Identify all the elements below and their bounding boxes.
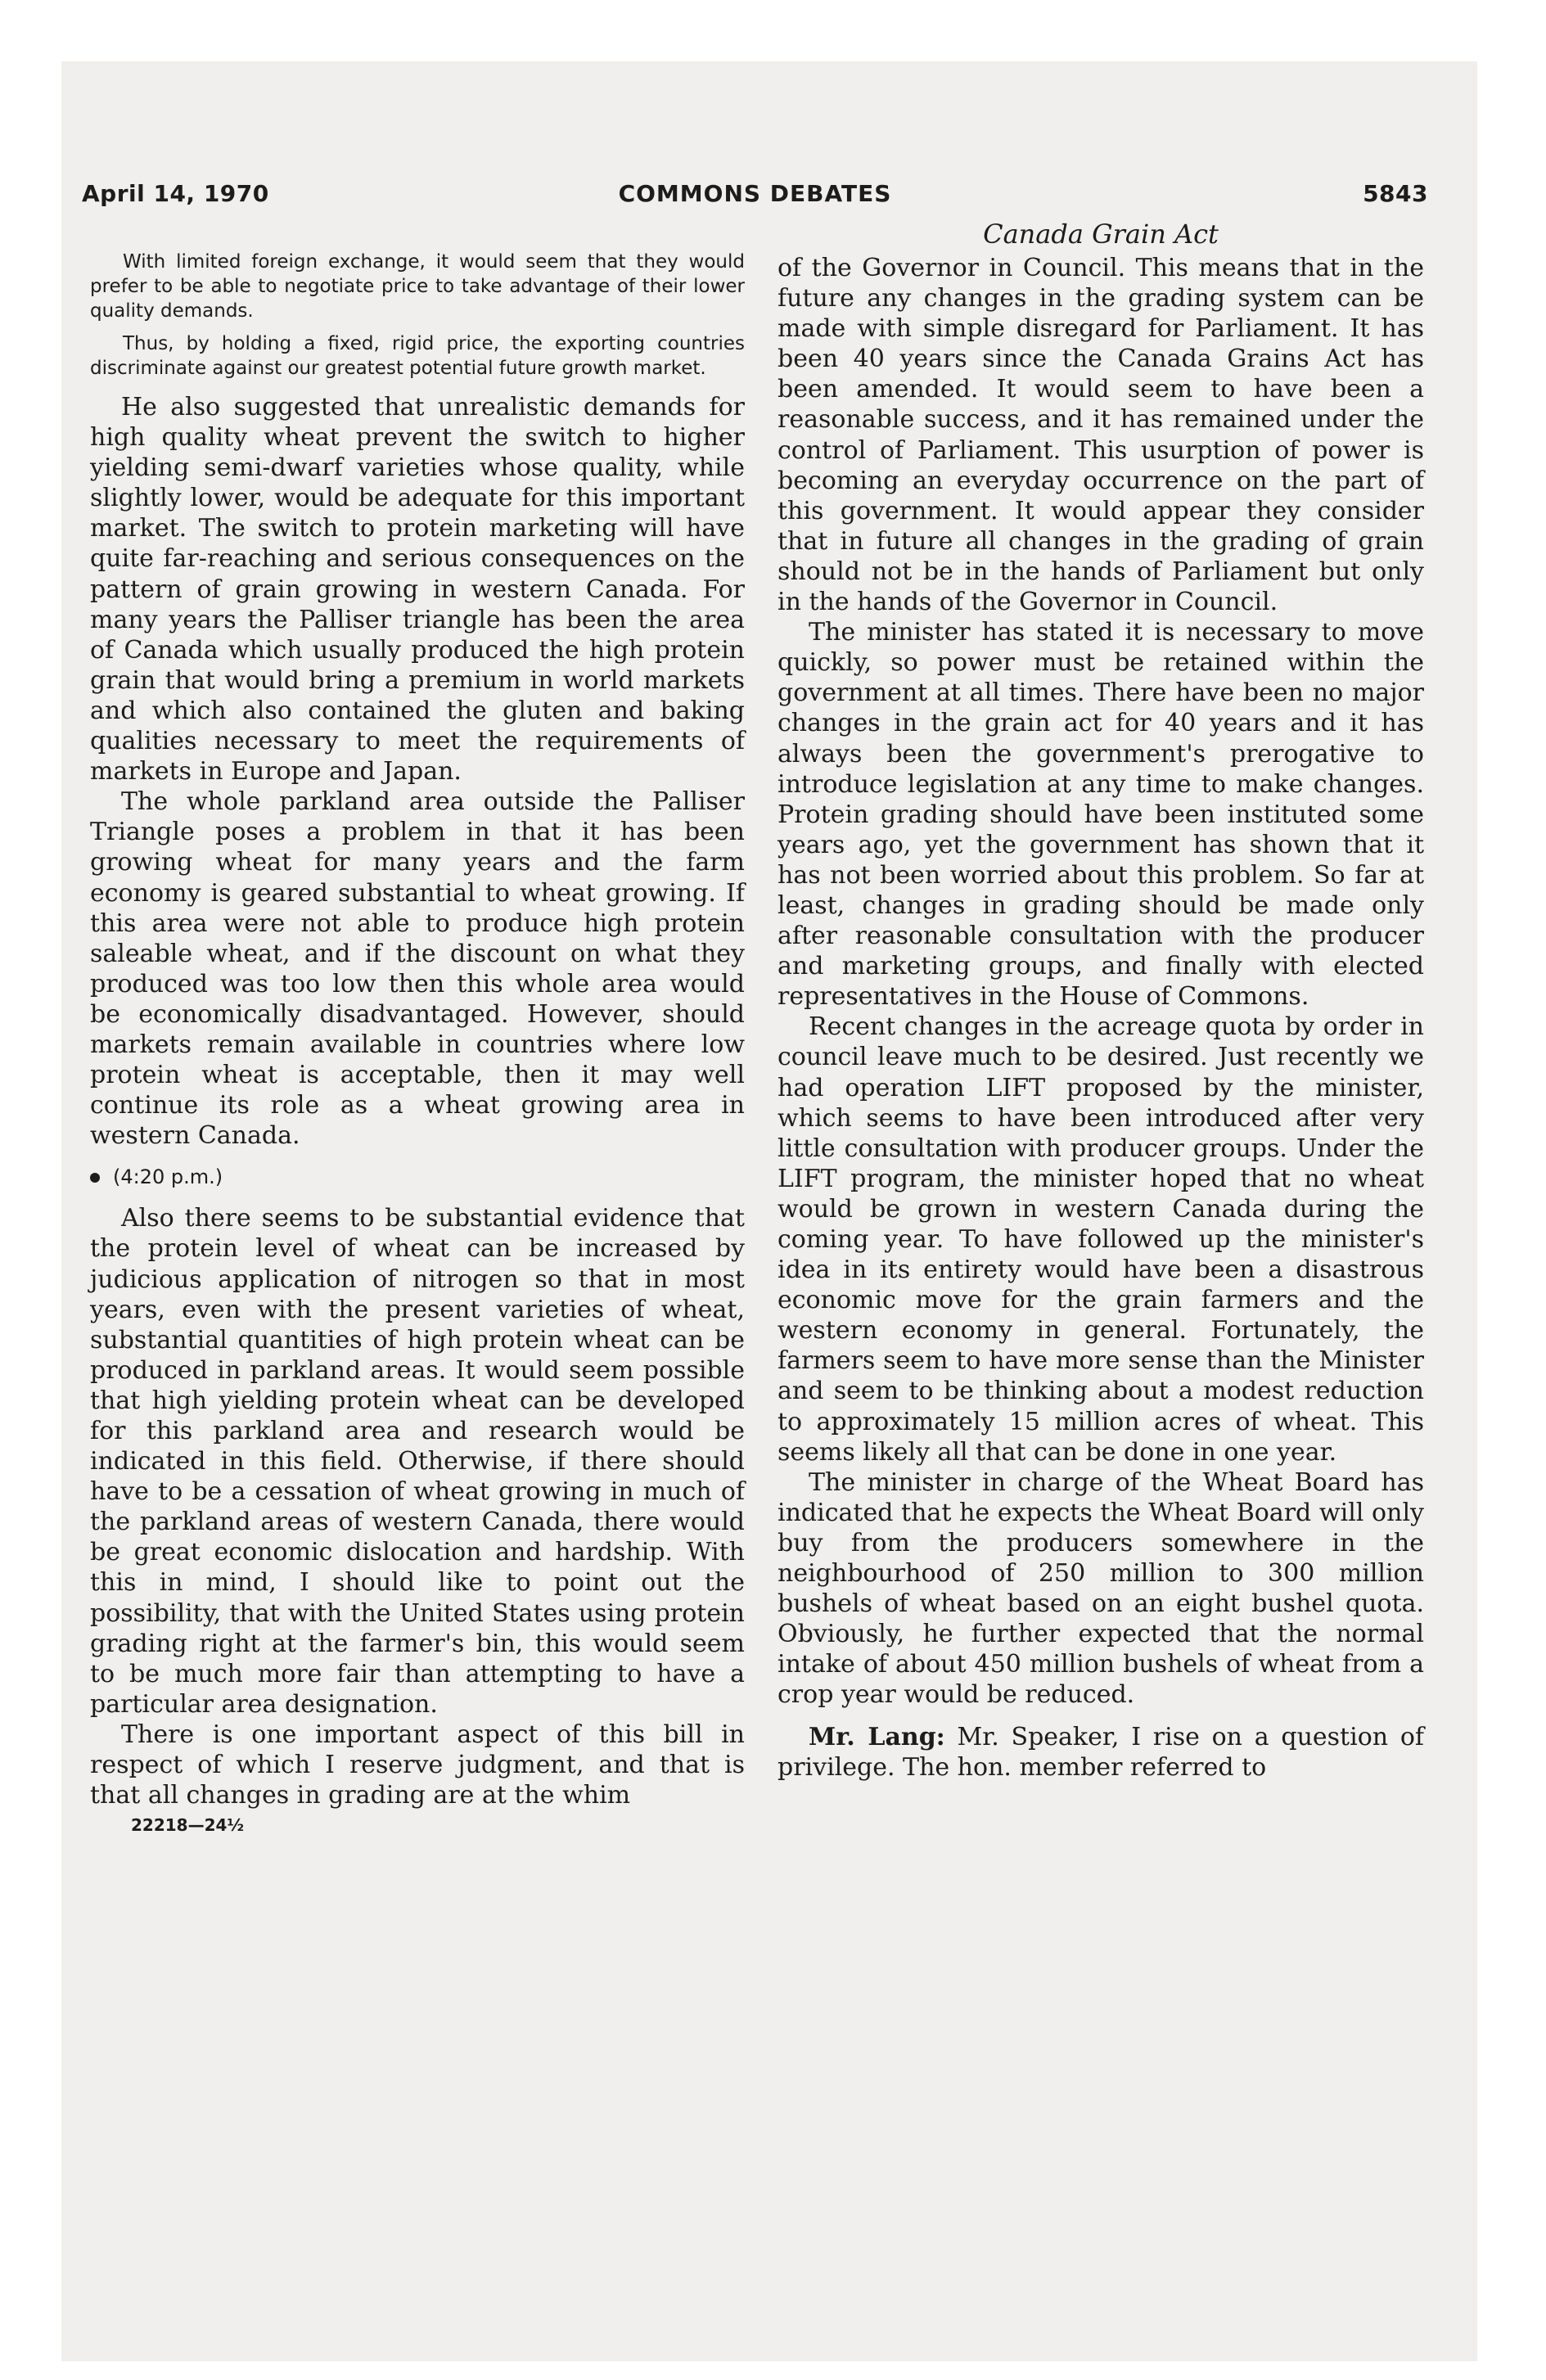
speaker-name: Mr. Lang: [809, 1722, 945, 1751]
running-head: Canada Grain Act [983, 219, 1219, 250]
body-paragraph: of the Governor in Council. This means that in the future any changes in the grading system can be made with simple disregard for Parliament. It has been 40 years since the Canada Grains Act has been amended. It would seem to have been a reasonable success, and it has remained under the control of Parliament. This usurption of power is becoming an everyday occurrence on the part of this government. It would appear they consider that in future all changes in the grading of grain should not be in the hands of Parliament but only in the hands of the Governor in Council. [778, 254, 1424, 617]
body-paragraph: The whole parkland area outside the Palliser Triangle poses a problem in that it has been growing wheat for many years and the farm economy is geared substantial to wheat growing. If this area were not able to produce high protein saleable wheat, and if the discount on what they produced was too low then this whole area would be economically disadvantaged. However, should markets remain available in countries where low protein wheat is acceptable, then it may well continue its role as a wheat growing area in western Canada. [90, 787, 745, 1151]
header-date: April 14, 1970 [82, 180, 269, 207]
body-paragraph: He also suggested that unrealistic demands for high quality wheat prevent the switch to higher yielding semi-dwarf varieties whose quality, while slightly lower, would be adequate for this important market. The switch to protein marketing will have quite far-reaching and serious consequences on the pattern of grain growing in western Canada. For many years the Palliser triangle has been the area of Canada which usually produced the high protein grain that would bring a premium in world markets and which also contained the gluten and baking qualities necessary to meet the requirements of markets in Europe and Japan. [90, 393, 745, 787]
page-header [82, 180, 1428, 213]
body-paragraph: The minister in charge of the Wheat Board has indicated that he expects the Wheat Board will only buy from the producers somewhere in the neighbourhood of 250 million to 300 million bushels of wheat based on an eight bushel quota. Obviously, he further expected that the normal intake of about 450 million bushels of wheat from a crop year would be reduced. [778, 1467, 1424, 1710]
right-body [778, 253, 1424, 1783]
time-marker [90, 1165, 745, 1188]
quote-paragraph: Thus, by holding a fixed, rigid price, the exporting countries discriminate against our greatest potential future growth market. [90, 333, 745, 379]
quote-paragraph: With limited foreign exchange, it would seem that they would prefer to be able to negotiate price to take advantage of their lower quality demands. [90, 251, 745, 322]
body-paragraph: Also there seems to be substantial evidence that the protein level of wheat can be increased by judicious application of nitrogen so that in most years, even with the present varieties of wheat, substantial quantities of high protein wheat can be produced in parkland areas. It would seem possible that high yielding protein wheat can be developed for this parkland area and research would be indicated in this field. Otherwise, if there should have to be a cessation of wheat growing in much of the parkland areas of western Canada, there would be great economic dislocation and hardship. With this in mind, I should like to point out the possibility, that with the United States using protein grading right at the farmer's bin, this would seem to be much more fair than attempting to have a particular area designation. [90, 1204, 745, 1719]
body-paragraph: There is one important aspect of this bill in respect of which I reserve judgment, and that is that all changes in grading are at the whim [90, 1720, 745, 1810]
left-body-continued [90, 1203, 745, 1810]
header-page-number: 5843 [1363, 180, 1428, 207]
bullet-icon [90, 1173, 100, 1183]
left-column [90, 250, 745, 1835]
header-title: COMMONS DEBATES [618, 180, 892, 207]
left-body [90, 392, 745, 1151]
footer-code: 22218—24½ [131, 1815, 245, 1836]
quoted-passage [90, 250, 745, 381]
right-column [778, 219, 1424, 1783]
body-paragraph: Recent changes in the acreage quota by order in council leave much to be desired. Just recently we had operation LIFT proposed by the minister, which seems to have been introduced after very little consultation with producer groups. Under the LIFT program, the minister hoped that no wheat would be grown in western Canada during the coming year. To have followed up the minister's idea in its entirety would have been a disastrous economic move for the grain farmers and the western economy in general. Fortunately, the farmers seem to have more sense than the Minister and seem to be thinking about a modest reduction to approximately 15 million acres of wheat. This seems likely all that can be done in one year. [778, 1012, 1424, 1467]
time-marker-text: (4:20 p.m.) [113, 1165, 223, 1189]
body-paragraph: The minister has stated it is necessary to move quickly, so power must be retained within the government at all times. There have been no major changes in the grain act for 40 years and it has always been the government's prerogative to introduce legislation at any time to make changes. Protein grading should have been instituted some years ago, yet the government has shown that it has not been worried about this problem. So far at least, changes in grading should be made only after reasonable consultation with the producer and marketing groups, and finally with elected representatives in the House of Commons. [778, 618, 1424, 1012]
speaker-text: Mr. Speaker, I rise on a question of privilege. The hon. member referred to [778, 1722, 1424, 1782]
speaker-paragraph [778, 1722, 1424, 1783]
